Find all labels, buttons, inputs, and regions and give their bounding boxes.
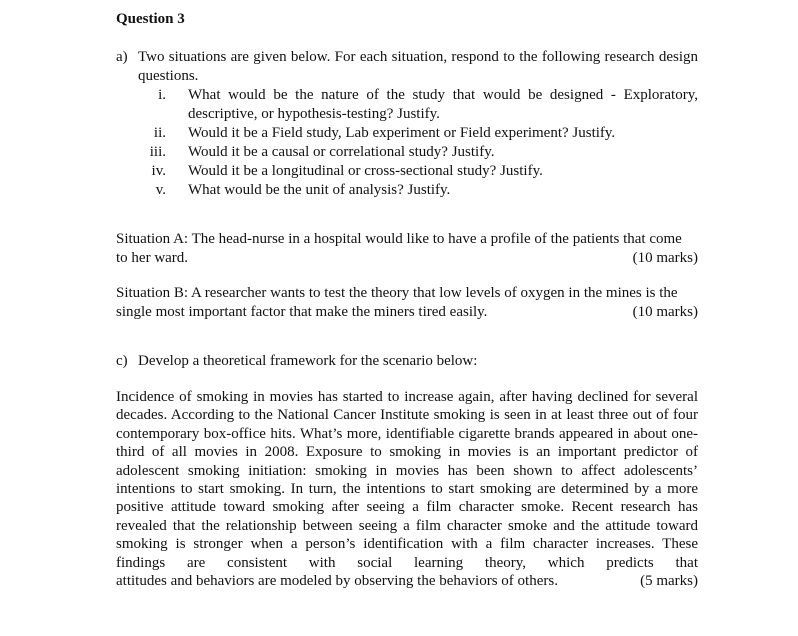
- situation-a-line1: Situation A: The head-nurse in a hospital would like to have a profile of the patients that come: [116, 231, 682, 247]
- question-item: [116, 124, 698, 143]
- question-number: iii.: [149, 144, 166, 160]
- situation-b-line1: Situation B: A researcher wants to test the theory that low levels of oxygen in the mines is the: [116, 285, 678, 301]
- question-number: v.: [155, 182, 166, 198]
- question-number: iv.: [151, 163, 166, 179]
- situation-b: [116, 284, 698, 322]
- research-questions-list: [116, 86, 698, 200]
- question-text: Would it be a causal or correlational study? Justify.: [188, 144, 495, 160]
- question-number: i.: [158, 87, 166, 103]
- question-item: [116, 181, 698, 200]
- question-page: [116, 10, 698, 590]
- question-item: [116, 86, 698, 124]
- situation-b-marks: (10 marks): [632, 304, 698, 320]
- question-number: ii.: [153, 125, 166, 141]
- question-text: Would it be a Field study, Lab experiment or Field experiment? Justify.: [188, 125, 616, 141]
- scenario-paragraph: [116, 388, 698, 590]
- part-c-intro: Develop a theoretical framework for the scenario below:: [138, 353, 478, 369]
- question-item: [116, 162, 698, 181]
- question-item: [116, 143, 698, 162]
- situation-b-line2: single most important factor that make the miners tired easily.: [116, 304, 488, 320]
- part-c: [116, 352, 698, 371]
- question-title: Question 3: [116, 11, 185, 27]
- situation-a: [116, 230, 698, 268]
- question-text: What would be the unit of analysis? Justify.: [188, 182, 451, 198]
- scenario-last-line: attitudes and behaviors are modeled by observing the behaviors of others.: [116, 573, 558, 590]
- part-a-label: a): [116, 49, 128, 65]
- scenario-text: Incidence of smoking in movies has started to increase again, after having declined for several decades. According to the National Cancer Institute smoking is seen in at least three out of four contemporary box-office hits. What’s more, identifiable cigarette brands appeared in about one-third of all movies in 2008. Exposure to smoking in movies is an important predictor of adolescent smoking initiation: smoking in movies has been shown to affect adolescents’ intentions to start smoking. In turn, the intentions to start smoking are determined by a more positive attitude toward smoking after seeing a film character smoke. Recent research has revealed that the relationship between seeing a film character smoke and the attitude toward smoking is stronger when a person’s identification with a film character increases. These findings are consistent with social learning theory, which predicts that: [116, 389, 698, 571]
- part-a-intro: Two situations are given below. For each situation, respond to the following research design questions.: [138, 49, 698, 84]
- part-c-marks: (5 marks): [640, 573, 698, 590]
- part-c-label: c): [116, 353, 128, 369]
- part-a: [116, 48, 698, 86]
- question-text: Would it be a longitudinal or cross-sectional study? Justify.: [188, 163, 543, 179]
- situation-a-marks: (10 marks): [632, 250, 698, 266]
- question-text: What would be the nature of the study that would be designed - Exploratory, descriptive, or hypothesis-testing? Justify.: [188, 87, 698, 122]
- situation-a-line2: to her ward.: [116, 250, 189, 266]
